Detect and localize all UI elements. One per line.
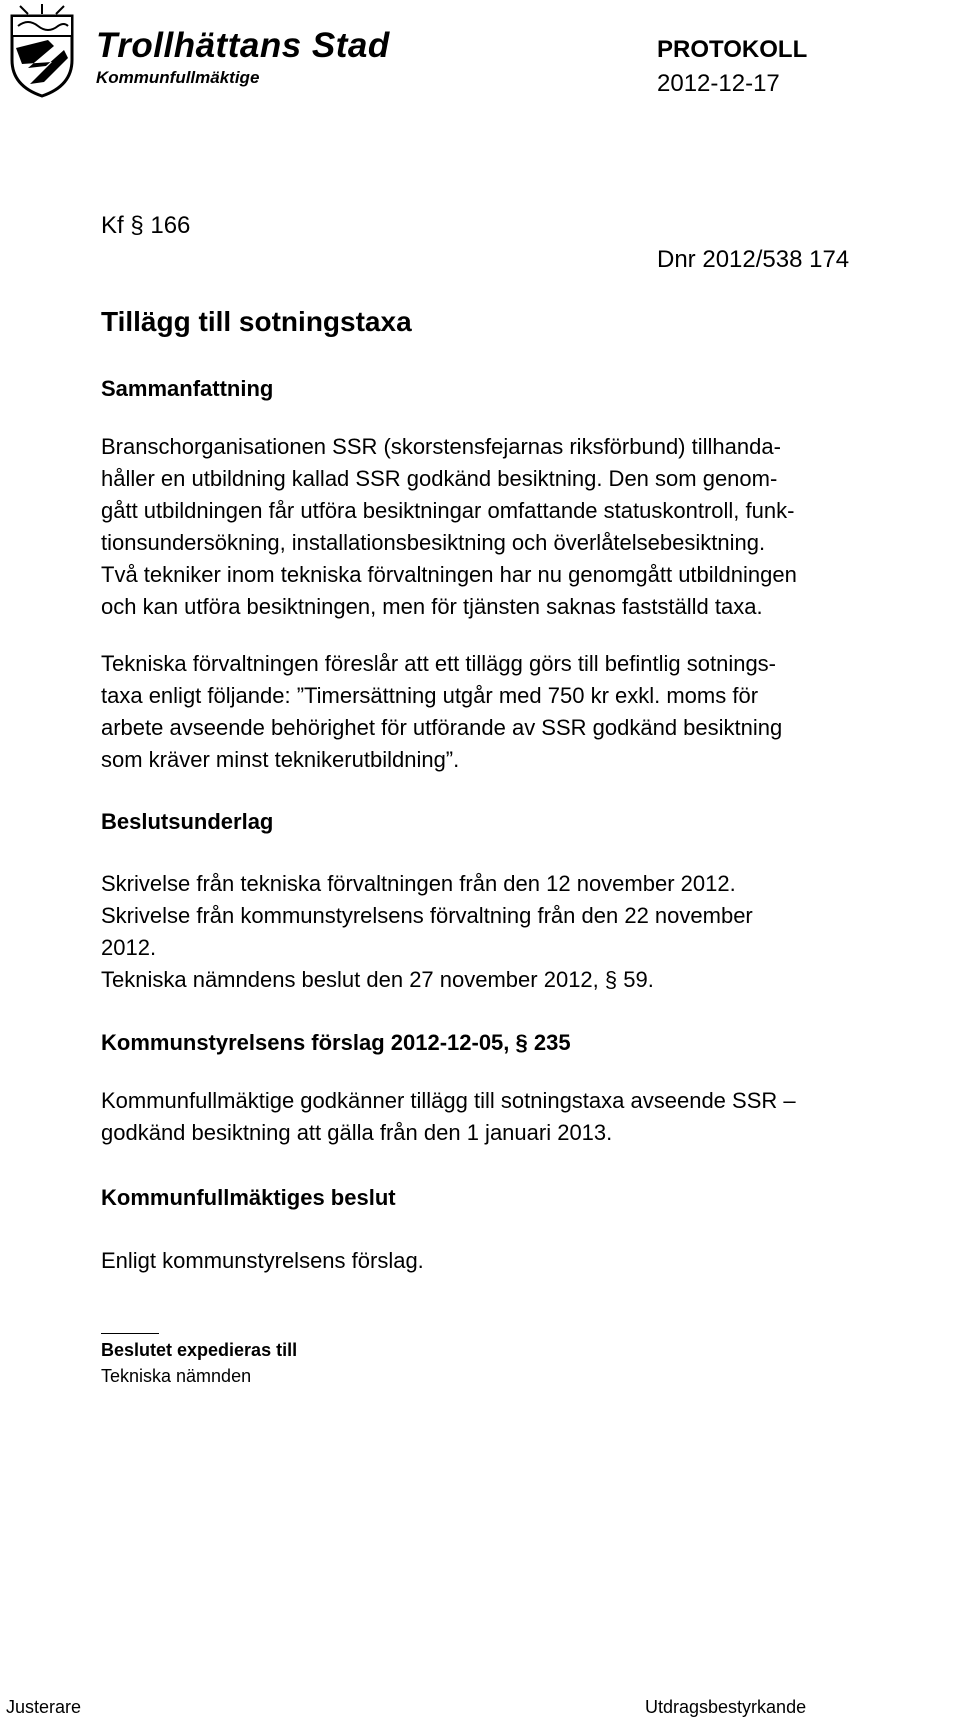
text-line: och kan utföra besiktningen, men för tjänsten saknas fastställd taxa. <box>101 594 763 619</box>
text-line: taxa enligt följande: ”Timersättning utgår med 750 kr exkl. moms för <box>101 683 759 708</box>
dispatch-recipient: Tekniska nämnden <box>101 1366 252 1386</box>
organization-name: Trollhättans Stad <box>96 26 390 65</box>
summary-paragraph-2 <box>101 648 941 776</box>
text-line: gått utbildningen får utföra besiktningar omfattande statuskontroll, funk- <box>101 498 795 523</box>
divider <box>101 1333 159 1334</box>
document-date: 2012-12-17 <box>657 70 780 97</box>
paragraph-number: Kf § 166 <box>101 212 191 239</box>
basis-heading: Beslutsunderlag <box>101 809 274 834</box>
ks-proposal-text <box>101 1085 941 1149</box>
dispatch-heading: Beslutet expedieras till <box>101 1340 298 1360</box>
footer-certification: Utdragsbestyrkande <box>645 1697 807 1717</box>
text-line: Branschorganisationen SSR (skorstensfejarnas riksförbund) tillhanda- <box>101 434 781 459</box>
text-line: godkänd besiktning att gälla från den 1 januari 2013. <box>101 1120 613 1145</box>
diary-number: Dnr 2012/538 174 <box>657 246 850 273</box>
text-line: håller en utbildning kallad SSR godkänd besiktning. Den som genom- <box>101 466 778 491</box>
text-line: arbete avseende behörighet för utförande av SSR godkänd besiktning <box>101 715 783 740</box>
ks-proposal-heading: Kommunstyrelsens förslag 2012-12-05, § 235 <box>101 1030 571 1055</box>
kf-decision-text <box>101 1245 941 1277</box>
text-line: Tekniska förvaltningen föreslår att ett tillägg görs till befintlig sotnings- <box>101 651 777 676</box>
text-line: Kommunfullmäktige godkänner tillägg till sotningstaxa avseende SSR – <box>101 1088 796 1113</box>
summary-paragraph-1 <box>101 431 941 623</box>
organization-subtitle: Kommunfullmäktige <box>96 68 260 87</box>
kf-decision-heading: Kommunfullmäktiges beslut <box>101 1185 396 1210</box>
text-line: Två tekniker inom tekniska förvaltningen har nu genomgått utbildningen <box>101 562 797 587</box>
municipal-crest-logo <box>8 2 76 98</box>
basis-list <box>101 868 941 996</box>
summary-heading: Sammanfattning <box>101 376 274 401</box>
text-line: som kräver minst teknikerutbildning”. <box>101 747 460 772</box>
text-line: Skrivelse från tekniska förvaltningen från den 12 november 2012. <box>101 871 736 896</box>
page-title: Tillägg till sotningstaxa <box>101 306 412 337</box>
text-line: tionsundersökning, installationsbesiktning och överlåtelsebesiktning. <box>101 530 766 555</box>
text-line: Tekniska nämndens beslut den 27 november 2012, § 59. <box>101 967 654 992</box>
footer-adjuster: Justerare <box>6 1697 82 1717</box>
text-line: Skrivelse från kommunstyrelsens förvaltning från den 22 november <box>101 903 753 928</box>
text-line: Enligt kommunstyrelsens förslag. <box>101 1248 424 1273</box>
document-type: PROTOKOLL <box>657 36 808 63</box>
text-line: 2012. <box>101 935 157 960</box>
